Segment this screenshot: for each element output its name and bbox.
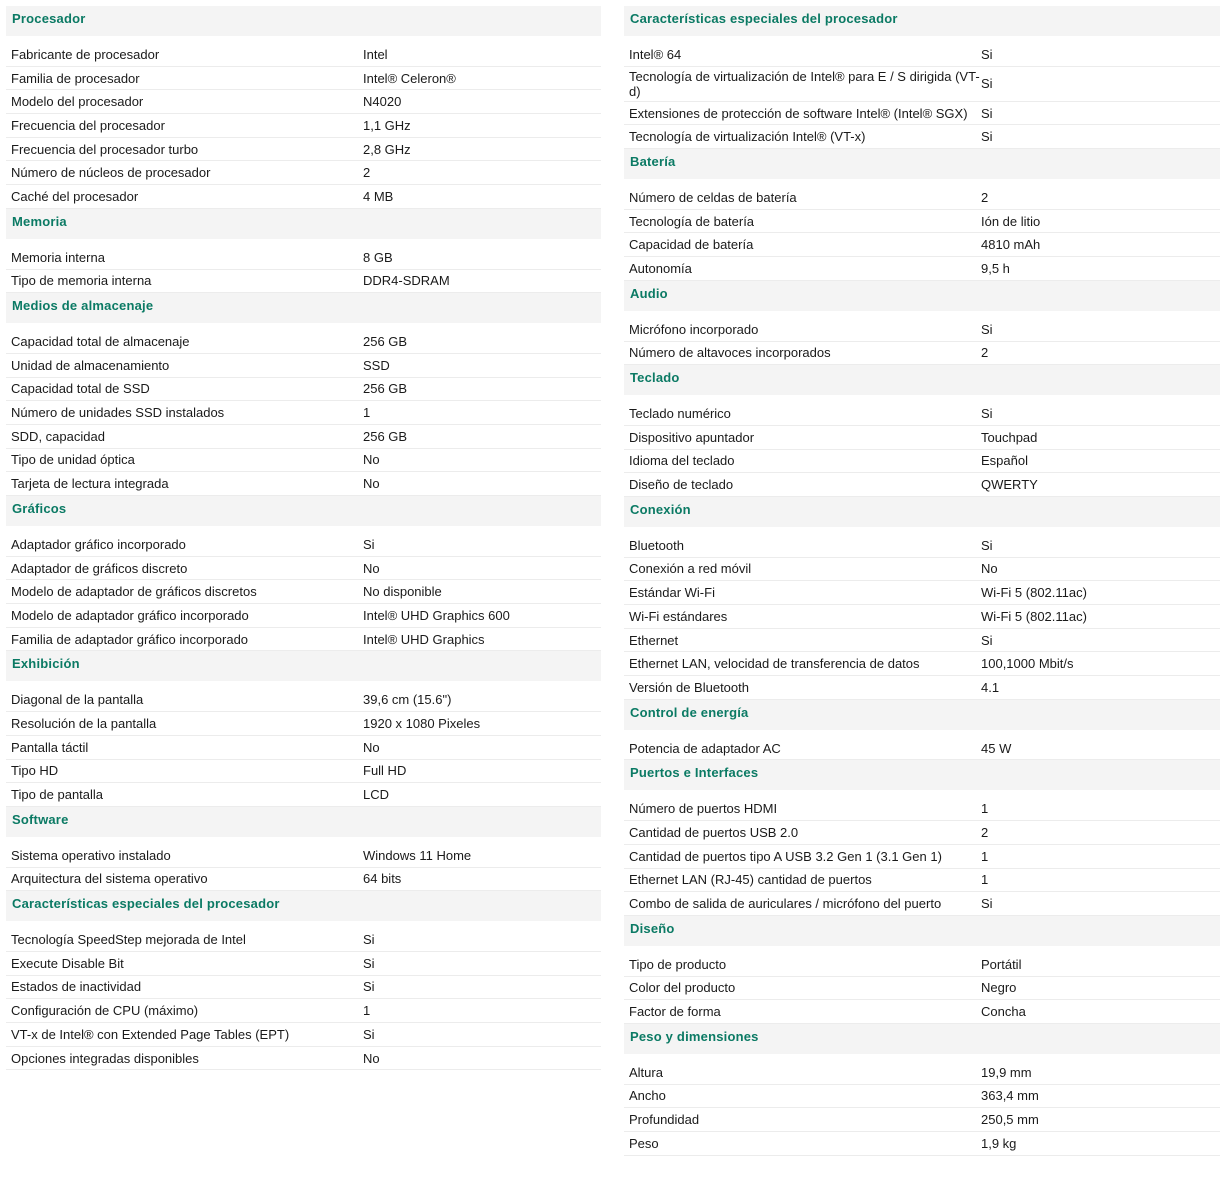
spec-row bbox=[6, 114, 601, 138]
spec-value: 2,8 GHz bbox=[363, 141, 411, 157]
spec-label: Sistema operativo instalado bbox=[11, 847, 171, 863]
section-title: Teclado bbox=[624, 365, 1220, 395]
spec-value: 100,1000 Mbit/s bbox=[981, 656, 1074, 672]
spec-label: Frecuencia del procesador bbox=[11, 117, 165, 133]
spec-label: Tecnología de virtualización de Intel® para E / S dirigida (VT-d) bbox=[629, 68, 980, 99]
spec-row bbox=[6, 270, 601, 294]
spec-value: LCD bbox=[363, 787, 390, 803]
spec-value: Si bbox=[981, 76, 993, 92]
spec-label: Resolución de la pantalla bbox=[11, 715, 157, 731]
spec-row bbox=[624, 676, 1220, 700]
spec-section-bateria bbox=[624, 149, 1220, 281]
spec-label: Número de unidades SSD instalados bbox=[11, 405, 225, 421]
spec-label: Execute Disable Bit bbox=[11, 955, 124, 971]
spec-row bbox=[6, 952, 601, 976]
spec-label: Tarjeta de lectura integrada bbox=[11, 476, 169, 492]
spec-label: VT-x de Intel® con Extended Page Tables (EPT) bbox=[11, 1026, 290, 1042]
spec-section-control-de-energia bbox=[624, 700, 1220, 761]
spec-label: Color del producto bbox=[629, 980, 736, 996]
spec-row bbox=[624, 257, 1220, 281]
spec-section-diseno bbox=[624, 916, 1220, 1024]
spec-value: 39,6 cm (15.6") bbox=[363, 692, 452, 708]
spec-row bbox=[6, 688, 601, 712]
spec-value: QWERTY bbox=[981, 477, 1038, 493]
spec-row bbox=[624, 1132, 1220, 1156]
spec-value: 1920 x 1080 Pixeles bbox=[363, 715, 481, 731]
spec-row bbox=[6, 760, 601, 784]
spec-label: Ethernet bbox=[629, 632, 679, 648]
spec-row bbox=[624, 43, 1220, 67]
spec-label: Potencia de adaptador AC bbox=[629, 740, 781, 756]
spec-row bbox=[6, 557, 601, 581]
spec-label: Tecnología de batería bbox=[629, 213, 755, 229]
spec-label: Tecnología de virtualización Intel® (VT-x) bbox=[629, 129, 866, 145]
spec-value: 45 W bbox=[981, 740, 1012, 756]
spec-value: Si bbox=[363, 979, 375, 995]
spec-row bbox=[6, 90, 601, 114]
spec-value: 4 MB bbox=[363, 188, 394, 204]
spec-row bbox=[624, 892, 1220, 916]
spec-column-left bbox=[6, 6, 601, 1070]
spec-row bbox=[624, 233, 1220, 257]
spec-value: Si bbox=[363, 1026, 375, 1042]
spec-value: No disponible bbox=[363, 584, 442, 600]
spec-row bbox=[6, 161, 601, 185]
spec-row bbox=[6, 330, 601, 354]
spec-row bbox=[624, 1000, 1220, 1024]
spec-label: Familia de adaptador gráfico incorporado bbox=[11, 631, 249, 647]
spec-label: Tipo de producto bbox=[629, 956, 727, 972]
spec-row bbox=[6, 472, 601, 496]
spec-label: Capacidad de batería bbox=[629, 237, 754, 253]
spec-label: Dispositivo apuntador bbox=[629, 429, 755, 445]
spec-label: Adaptador gráfico incorporado bbox=[11, 536, 186, 552]
spec-label: Adaptador de gráficos discreto bbox=[11, 560, 188, 576]
spec-value: 64 bits bbox=[363, 871, 402, 887]
spec-label: Fabricante de procesador bbox=[11, 46, 160, 62]
spec-value: 256 GB bbox=[363, 334, 408, 350]
spec-label: Tipo de memoria interna bbox=[11, 273, 152, 289]
spec-value: No bbox=[363, 452, 380, 468]
spec-row bbox=[6, 378, 601, 402]
spec-value: SSD bbox=[363, 357, 390, 373]
spec-row bbox=[624, 845, 1220, 869]
spec-label: Factor de forma bbox=[629, 1004, 721, 1020]
spec-row bbox=[624, 186, 1220, 210]
spec-label: Tipo HD bbox=[11, 763, 59, 779]
spec-row bbox=[624, 102, 1220, 126]
spec-row bbox=[6, 976, 601, 1000]
spec-value: 4810 mAh bbox=[981, 237, 1041, 253]
spec-label: Pantalla táctil bbox=[11, 739, 89, 755]
spec-row bbox=[6, 354, 601, 378]
spec-row bbox=[6, 736, 601, 760]
spec-value: Si bbox=[363, 536, 375, 552]
section-title: Medios de almacenaje bbox=[6, 293, 601, 323]
section-title: Diseño bbox=[624, 916, 1220, 946]
spec-row bbox=[624, 605, 1220, 629]
spec-row bbox=[6, 67, 601, 91]
spec-row bbox=[624, 67, 1220, 102]
spec-value: No bbox=[363, 1050, 380, 1066]
spec-row bbox=[624, 473, 1220, 497]
spec-value: Wi-Fi 5 (802.11ac) bbox=[981, 585, 1087, 601]
spec-value: 1 bbox=[981, 801, 989, 817]
spec-value: 4.1 bbox=[981, 679, 1000, 695]
spec-row bbox=[6, 185, 601, 209]
spec-column-right bbox=[624, 6, 1220, 1156]
spec-section-peso-y-dimensiones bbox=[624, 1024, 1220, 1156]
section-title: Características especiales del procesador bbox=[6, 891, 601, 921]
section-title: Peso y dimensiones bbox=[624, 1024, 1220, 1054]
spec-value: DDR4-SDRAM bbox=[363, 273, 450, 289]
spec-value: No bbox=[981, 561, 998, 577]
spec-label: Tecnología SpeedStep mejorada de Intel bbox=[11, 932, 246, 948]
section-title: Software bbox=[6, 807, 601, 837]
spec-row bbox=[6, 604, 601, 628]
spec-value: 363,4 mm bbox=[981, 1088, 1039, 1104]
spec-row bbox=[624, 426, 1220, 450]
spec-value: 1 bbox=[981, 872, 989, 888]
spec-row bbox=[624, 318, 1220, 342]
spec-row bbox=[624, 125, 1220, 149]
section-title: Exhibición bbox=[6, 651, 601, 681]
spec-label: Diseño de teclado bbox=[629, 477, 734, 493]
spec-section-conexion bbox=[624, 497, 1220, 700]
spec-value: 19,9 mm bbox=[981, 1064, 1032, 1080]
spec-value: Negro bbox=[981, 980, 1017, 996]
spec-row bbox=[6, 580, 601, 604]
spec-label: Modelo del procesador bbox=[11, 94, 144, 110]
spec-value: Touchpad bbox=[981, 429, 1038, 445]
spec-row bbox=[624, 342, 1220, 366]
spec-section-audio bbox=[624, 281, 1220, 365]
spec-label: Tipo de unidad óptica bbox=[11, 452, 135, 468]
spec-label: Número de altavoces incorporados bbox=[629, 345, 831, 361]
spec-label: Diagonal de la pantalla bbox=[11, 692, 144, 708]
spec-row bbox=[6, 449, 601, 473]
spec-label: Frecuencia del procesador turbo bbox=[11, 141, 199, 157]
spec-value: 2 bbox=[981, 345, 989, 361]
spec-label: Idioma del teclado bbox=[629, 453, 735, 469]
spec-value: Full HD bbox=[363, 763, 407, 779]
spec-label: Teclado numérico bbox=[629, 406, 731, 422]
spec-label: Número de puertos HDMI bbox=[629, 801, 778, 817]
spec-label: Profundidad bbox=[629, 1112, 700, 1128]
spec-label: Ethernet LAN (RJ-45) cantidad de puertos bbox=[629, 872, 872, 888]
spec-label: Wi-Fi estándares bbox=[629, 608, 728, 624]
spec-value: 9,5 h bbox=[981, 260, 1010, 276]
spec-row bbox=[6, 928, 601, 952]
spec-label: Combo de salida de auriculares / micrófono del puerto bbox=[629, 896, 942, 912]
spec-row bbox=[6, 868, 601, 892]
spec-value: Si bbox=[981, 129, 993, 145]
spec-value: Si bbox=[981, 896, 993, 912]
spec-label: Arquitectura del sistema operativo bbox=[11, 871, 208, 887]
spec-row bbox=[624, 558, 1220, 582]
spec-section-software bbox=[6, 807, 601, 891]
spec-label: Capacidad total de SSD bbox=[11, 381, 150, 397]
spec-value: No bbox=[363, 739, 380, 755]
spec-value: Concha bbox=[981, 1004, 1026, 1020]
spec-section-memoria bbox=[6, 209, 601, 293]
section-title: Características especiales del procesador bbox=[624, 6, 1220, 36]
spec-value: 256 GB bbox=[363, 428, 408, 444]
spec-label: SDD, capacidad bbox=[11, 428, 105, 444]
spec-label: Caché del procesador bbox=[11, 188, 139, 204]
spec-row bbox=[6, 628, 601, 652]
spec-value: 2 bbox=[363, 165, 371, 181]
spec-section-procesador bbox=[6, 6, 601, 209]
spec-row bbox=[624, 821, 1220, 845]
spec-row bbox=[6, 43, 601, 67]
spec-label: Opciones integradas disponibles bbox=[11, 1050, 199, 1066]
spec-label: Capacidad total de almacenaje bbox=[11, 334, 190, 350]
section-title: Conexión bbox=[624, 497, 1220, 527]
spec-value: Windows 11 Home bbox=[363, 847, 472, 863]
spec-row bbox=[624, 797, 1220, 821]
spec-section-teclado bbox=[624, 365, 1220, 497]
spec-label: Modelo de adaptador gráfico incorporado bbox=[11, 607, 249, 623]
spec-label: Altura bbox=[629, 1064, 663, 1080]
spec-label: Extensiones de protección de software Intel® (Intel® SGX) bbox=[629, 105, 968, 121]
section-title: Audio bbox=[624, 281, 1220, 311]
spec-value: Si bbox=[363, 955, 375, 971]
spec-label: Estados de inactividad bbox=[11, 979, 142, 995]
spec-label: Número de celdas de batería bbox=[629, 189, 797, 205]
spec-value: No bbox=[363, 560, 380, 576]
spec-value: Si bbox=[981, 105, 993, 121]
spec-value: Si bbox=[981, 632, 993, 648]
spec-row bbox=[624, 1085, 1220, 1109]
spec-label: Intel® 64 bbox=[629, 46, 682, 62]
spec-value: 1 bbox=[363, 1003, 371, 1019]
section-title: Puertos e Interfaces bbox=[624, 760, 1220, 790]
spec-label: Cantidad de puertos tipo A USB 3.2 Gen 1 (3.1 Gen 1) bbox=[629, 848, 942, 864]
section-title: Memoria bbox=[6, 209, 601, 239]
spec-value: Intel® Celeron® bbox=[363, 70, 456, 86]
spec-label: Autonomía bbox=[629, 260, 692, 276]
spec-value: Si bbox=[981, 406, 993, 422]
spec-section-exhibicion bbox=[6, 651, 601, 806]
spec-row bbox=[6, 1047, 601, 1071]
spec-value: Si bbox=[363, 932, 375, 948]
spec-row bbox=[624, 652, 1220, 676]
spec-label: Estándar Wi-Fi bbox=[629, 585, 715, 601]
spec-row bbox=[6, 533, 601, 557]
spec-label: Conexión a red móvil bbox=[629, 561, 752, 577]
spec-label: Familia de procesador bbox=[11, 70, 140, 86]
spec-label: Memoria interna bbox=[11, 249, 105, 265]
spec-section-caracteristicas-especiales-del-procesador bbox=[624, 6, 1220, 149]
spec-section-caracteristicas-especiales-del-procesador bbox=[6, 891, 601, 1070]
spec-section-medios-de-almacenaje bbox=[6, 293, 601, 496]
spec-label: Modelo de adaptador de gráficos discretos bbox=[11, 584, 257, 600]
spec-value: 1 bbox=[363, 405, 371, 421]
spec-value: N4020 bbox=[363, 94, 402, 110]
spec-row bbox=[6, 783, 601, 807]
spec-section-graficos bbox=[6, 496, 601, 651]
spec-label: Tipo de pantalla bbox=[11, 787, 104, 803]
spec-row bbox=[624, 534, 1220, 558]
spec-label: Cantidad de puertos USB 2.0 bbox=[629, 824, 799, 840]
spec-value: Intel® UHD Graphics 600 bbox=[363, 607, 510, 623]
spec-row bbox=[624, 629, 1220, 653]
spec-row bbox=[624, 450, 1220, 474]
spec-row bbox=[6, 999, 601, 1023]
spec-row bbox=[6, 425, 601, 449]
spec-row bbox=[6, 246, 601, 270]
spec-label: Ethernet LAN, velocidad de transferencia de datos bbox=[629, 656, 920, 672]
spec-value: Intel® UHD Graphics bbox=[363, 631, 485, 647]
spec-value: 1,9 kg bbox=[981, 1135, 1017, 1151]
section-title: Control de energía bbox=[624, 700, 1220, 730]
section-title: Batería bbox=[624, 149, 1220, 179]
spec-label: Número de núcleos de procesador bbox=[11, 165, 211, 181]
spec-row bbox=[624, 1061, 1220, 1085]
spec-value: Wi-Fi 5 (802.11ac) bbox=[981, 608, 1087, 624]
spec-label: Micrófono incorporado bbox=[629, 321, 759, 337]
section-title: Gráficos bbox=[6, 496, 601, 526]
spec-row bbox=[624, 977, 1220, 1001]
spec-value: Si bbox=[981, 321, 993, 337]
spec-row bbox=[624, 737, 1220, 761]
spec-row bbox=[6, 844, 601, 868]
spec-value: 1 bbox=[981, 848, 989, 864]
spec-value: 2 bbox=[981, 824, 989, 840]
spec-value: 250,5 mm bbox=[981, 1112, 1039, 1128]
spec-row bbox=[6, 1023, 601, 1047]
spec-value: Intel bbox=[363, 46, 388, 62]
spec-row bbox=[6, 401, 601, 425]
spec-row bbox=[624, 869, 1220, 893]
spec-label: Ancho bbox=[629, 1088, 666, 1104]
spec-value: 1,1 GHz bbox=[363, 117, 411, 133]
spec-label: Peso bbox=[629, 1135, 659, 1151]
spec-label: Unidad de almacenamiento bbox=[11, 357, 170, 373]
spec-value: Portátil bbox=[981, 956, 1022, 972]
spec-value: Si bbox=[981, 537, 993, 553]
spec-value: 2 bbox=[981, 189, 989, 205]
spec-row bbox=[624, 402, 1220, 426]
spec-row bbox=[624, 953, 1220, 977]
spec-value: 8 GB bbox=[363, 249, 393, 265]
spec-row bbox=[6, 712, 601, 736]
spec-row bbox=[624, 581, 1220, 605]
spec-label: Versión de Bluetooth bbox=[629, 679, 749, 695]
spec-value: 256 GB bbox=[363, 381, 408, 397]
spec-value: Si bbox=[981, 46, 993, 62]
spec-row bbox=[6, 138, 601, 162]
spec-row bbox=[624, 1108, 1220, 1132]
spec-label: Configuración de CPU (máximo) bbox=[11, 1003, 199, 1019]
spec-row bbox=[624, 210, 1220, 234]
section-title: Procesador bbox=[6, 6, 601, 36]
spec-value: Español bbox=[981, 453, 1028, 469]
spec-label: Bluetooth bbox=[629, 537, 684, 553]
spec-section-puertos-e-interfaces bbox=[624, 760, 1220, 915]
spec-value: Ión de litio bbox=[981, 213, 1041, 229]
spec-value: No bbox=[363, 476, 380, 492]
